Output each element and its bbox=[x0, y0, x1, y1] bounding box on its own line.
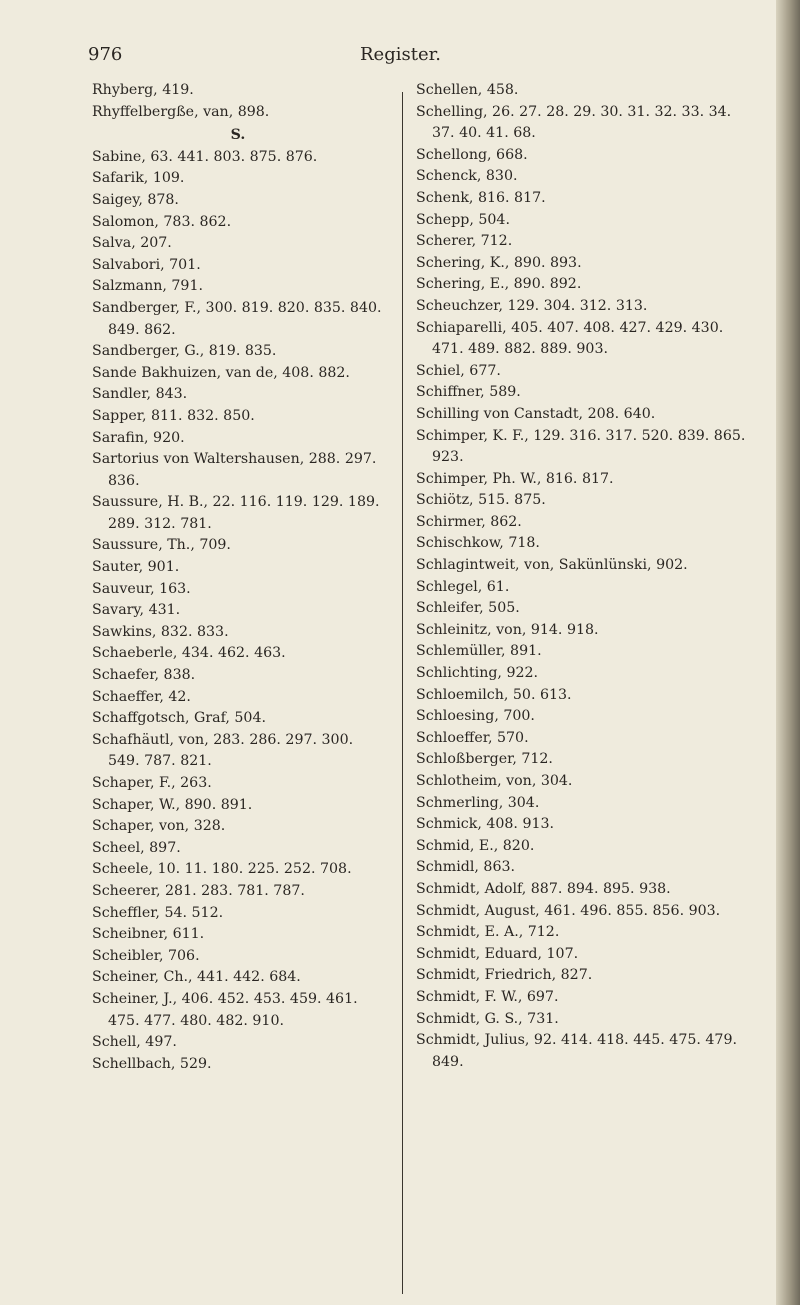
index-entry: Schlagintweit, von, Sakünlünski, 902. bbox=[416, 557, 688, 574]
index-entry: Schaper, von, 328. bbox=[92, 818, 226, 835]
index-entry: Schmerling, 304. bbox=[416, 794, 540, 811]
index-column-left bbox=[92, 80, 384, 1075]
index-entry: Scheiner, Ch., 441. 442. 684. bbox=[92, 969, 301, 986]
index-entry: Scheel, 897. bbox=[92, 839, 181, 856]
index-entry: Scheuchzer, 129. 304. 312. 313. bbox=[416, 297, 648, 314]
index-entry: Schaper, F., 263. bbox=[92, 775, 212, 791]
index-entry: Sandler, 843. bbox=[92, 386, 188, 403]
page-number: 976 bbox=[88, 44, 123, 65]
index-entry: Schmidt, Friedrich, 827. bbox=[416, 967, 593, 984]
index-entry: Scheerer, 281. 283. 781. 787. bbox=[92, 882, 305, 899]
index-entry: Scherer, 712. bbox=[416, 233, 513, 250]
index-entry: Schlichting, 922. bbox=[416, 665, 539, 682]
index-entry: Savary, 431. bbox=[92, 602, 181, 619]
index-entry: Schellbach, 529. bbox=[92, 1055, 212, 1072]
section-letter: S. bbox=[230, 127, 246, 144]
index-entry: Schepp, 504. bbox=[416, 211, 510, 228]
index-entry: Schering, K., 890. 893. bbox=[416, 254, 582, 271]
index-column-right bbox=[416, 80, 756, 1073]
index-entry: Schiaparelli, 405. 407. 408. 427. 429. 430. 471. 489. 882. 889. 903. bbox=[416, 319, 724, 358]
index-entry: Safarik, 109. bbox=[92, 170, 185, 187]
index-entry: Schmid, E., 820. bbox=[416, 837, 535, 854]
index-entry: Schmidt, F. W., 697. bbox=[416, 988, 559, 1005]
index-entry: Sandberger, G., 819. 835. bbox=[92, 343, 277, 360]
index-entry: Schlotheim, von, 304. bbox=[416, 773, 573, 789]
index-entry: Schloeffer, 570. bbox=[416, 729, 529, 746]
index-entry: Scheffler, 54. 512. bbox=[92, 904, 224, 921]
index-entry: Schell, 497. bbox=[92, 1034, 177, 1051]
index-entry: Sapper, 811. 832. 850. bbox=[92, 407, 255, 424]
index-entry: Schmidt, August, 461. 496. 855. 856. 903. bbox=[416, 902, 721, 919]
index-entry: Schleinitz, von, 914. 918. bbox=[416, 621, 599, 638]
index-entry: Rhyberg, 419. bbox=[92, 82, 194, 98]
index-entry: Schering, E., 890. 892. bbox=[416, 276, 582, 293]
index-entry: Schleifer, 505. bbox=[416, 600, 520, 617]
index-entry: Sandberger, F., 300. 819. 820. 835. 840. 849. 862. bbox=[92, 299, 382, 338]
index-entry: Schlegel, 61. bbox=[416, 578, 510, 595]
index-entry: Schmidt, E. A., 712. bbox=[416, 924, 560, 941]
index-entry: Schaefer, 838. bbox=[92, 667, 196, 684]
index-entry: Schaper, W., 890. 891. bbox=[92, 796, 253, 813]
index-entry: Schenk, 816. 817. bbox=[416, 189, 546, 206]
index-entry: Schafhäutl, von, 283. 286. 297. 300. 549. 787. 821. bbox=[92, 731, 354, 770]
index-entry: Salvabori, 701. bbox=[92, 256, 201, 273]
index-entry: Schenck, 830. bbox=[416, 168, 518, 185]
index-entry: Saigey, 878. bbox=[92, 191, 179, 208]
index-entry: Saussure, H. B., 22. 116. 119. 129. 189. 289. 312. 781. bbox=[92, 494, 380, 532]
index-entry: Schlemüller, 891. bbox=[416, 643, 542, 660]
index-entry: Schloemilch, 50. 613. bbox=[416, 686, 572, 703]
page-title: Register. bbox=[360, 44, 441, 65]
index-entry: Schloesing, 700. bbox=[416, 708, 535, 725]
index-entry: Rhyffelbergße, van, 898. bbox=[92, 103, 270, 120]
index-entry: Schimper, Ph. W., 816. 817. bbox=[416, 470, 614, 487]
index-entry: Schmidt, Eduard, 107. bbox=[416, 945, 579, 962]
index-entry: Scheibler, 706. bbox=[92, 947, 200, 964]
index-entry: Schiötz, 515. 875. bbox=[416, 492, 546, 509]
index-entry: Schimper, K. F., 129. 316. 317. 520. 839. 865. 923. bbox=[416, 427, 746, 466]
index-entry: Schaeffer, 42. bbox=[92, 688, 191, 705]
index-entry: Schirmer, 862. bbox=[416, 513, 522, 530]
index-entry: Schelling, 26. 27. 28. 29. 30. 31. 32. 33. 34. 37. 40. 41. 68. bbox=[416, 103, 732, 142]
index-entry: Sarafin, 920. bbox=[92, 429, 185, 446]
index-entry: Schmidt, Adolf, 887. 894. 895. 938. bbox=[416, 880, 671, 897]
index-entry: Schiel, 677. bbox=[416, 362, 501, 379]
index-entry: Sauveur, 163. bbox=[92, 580, 191, 597]
index-entry: Salomon, 783. 862. bbox=[92, 213, 232, 230]
index-entry: Scheele, 10. 11. 180. 225. 252. 708. bbox=[92, 861, 352, 878]
column-divider bbox=[402, 92, 403, 1294]
index-entry: Schiffner, 589. bbox=[416, 384, 521, 401]
page-edge-shadow bbox=[776, 0, 800, 1305]
index-entry: Schaffgotsch, Graf, 504. bbox=[92, 710, 266, 727]
index-entry: Sauter, 901. bbox=[92, 559, 180, 576]
index-entry: Schellen, 458. bbox=[416, 82, 519, 98]
index-entry: Salzmann, 791. bbox=[92, 278, 203, 295]
index-entry: Sartorius von Waltershausen, 288. 297. 836. bbox=[92, 451, 377, 489]
index-entry: Sawkins, 832. 833. bbox=[92, 623, 229, 640]
index-entry: Schmidl, 863. bbox=[416, 859, 516, 876]
index-entry: Sabine, 63. 441. 803. 875. 876. bbox=[92, 148, 318, 165]
index-entry: Schischkow, 718. bbox=[416, 535, 540, 552]
index-entry: Schmidt, G. S., 731. bbox=[416, 1010, 559, 1027]
index-entry: Sande Bakhuizen, van de, 408. 882. bbox=[92, 364, 350, 381]
index-entry: Schilling von Canstadt, 208. 640. bbox=[416, 405, 656, 422]
index-entry: Scheibner, 611. bbox=[92, 926, 205, 943]
index-entry: Scheiner, J., 406. 452. 453. 459. 461. 475. 477. 480. 482. 910. bbox=[92, 990, 358, 1029]
index-entry: Schloßberger, 712. bbox=[416, 751, 553, 768]
index-entry: Saussure, Th., 709. bbox=[92, 537, 231, 554]
index-entry: Schaeberle, 434. 462. 463. bbox=[92, 645, 286, 662]
index-entry: Salva, 207. bbox=[92, 235, 172, 252]
index-entry: Schmidt, Julius, 92. 414. 418. 445. 475. 479. 849. bbox=[416, 1032, 737, 1070]
index-entry: Schellong, 668. bbox=[416, 146, 528, 163]
index-entry: Schmick, 408. 913. bbox=[416, 816, 555, 833]
